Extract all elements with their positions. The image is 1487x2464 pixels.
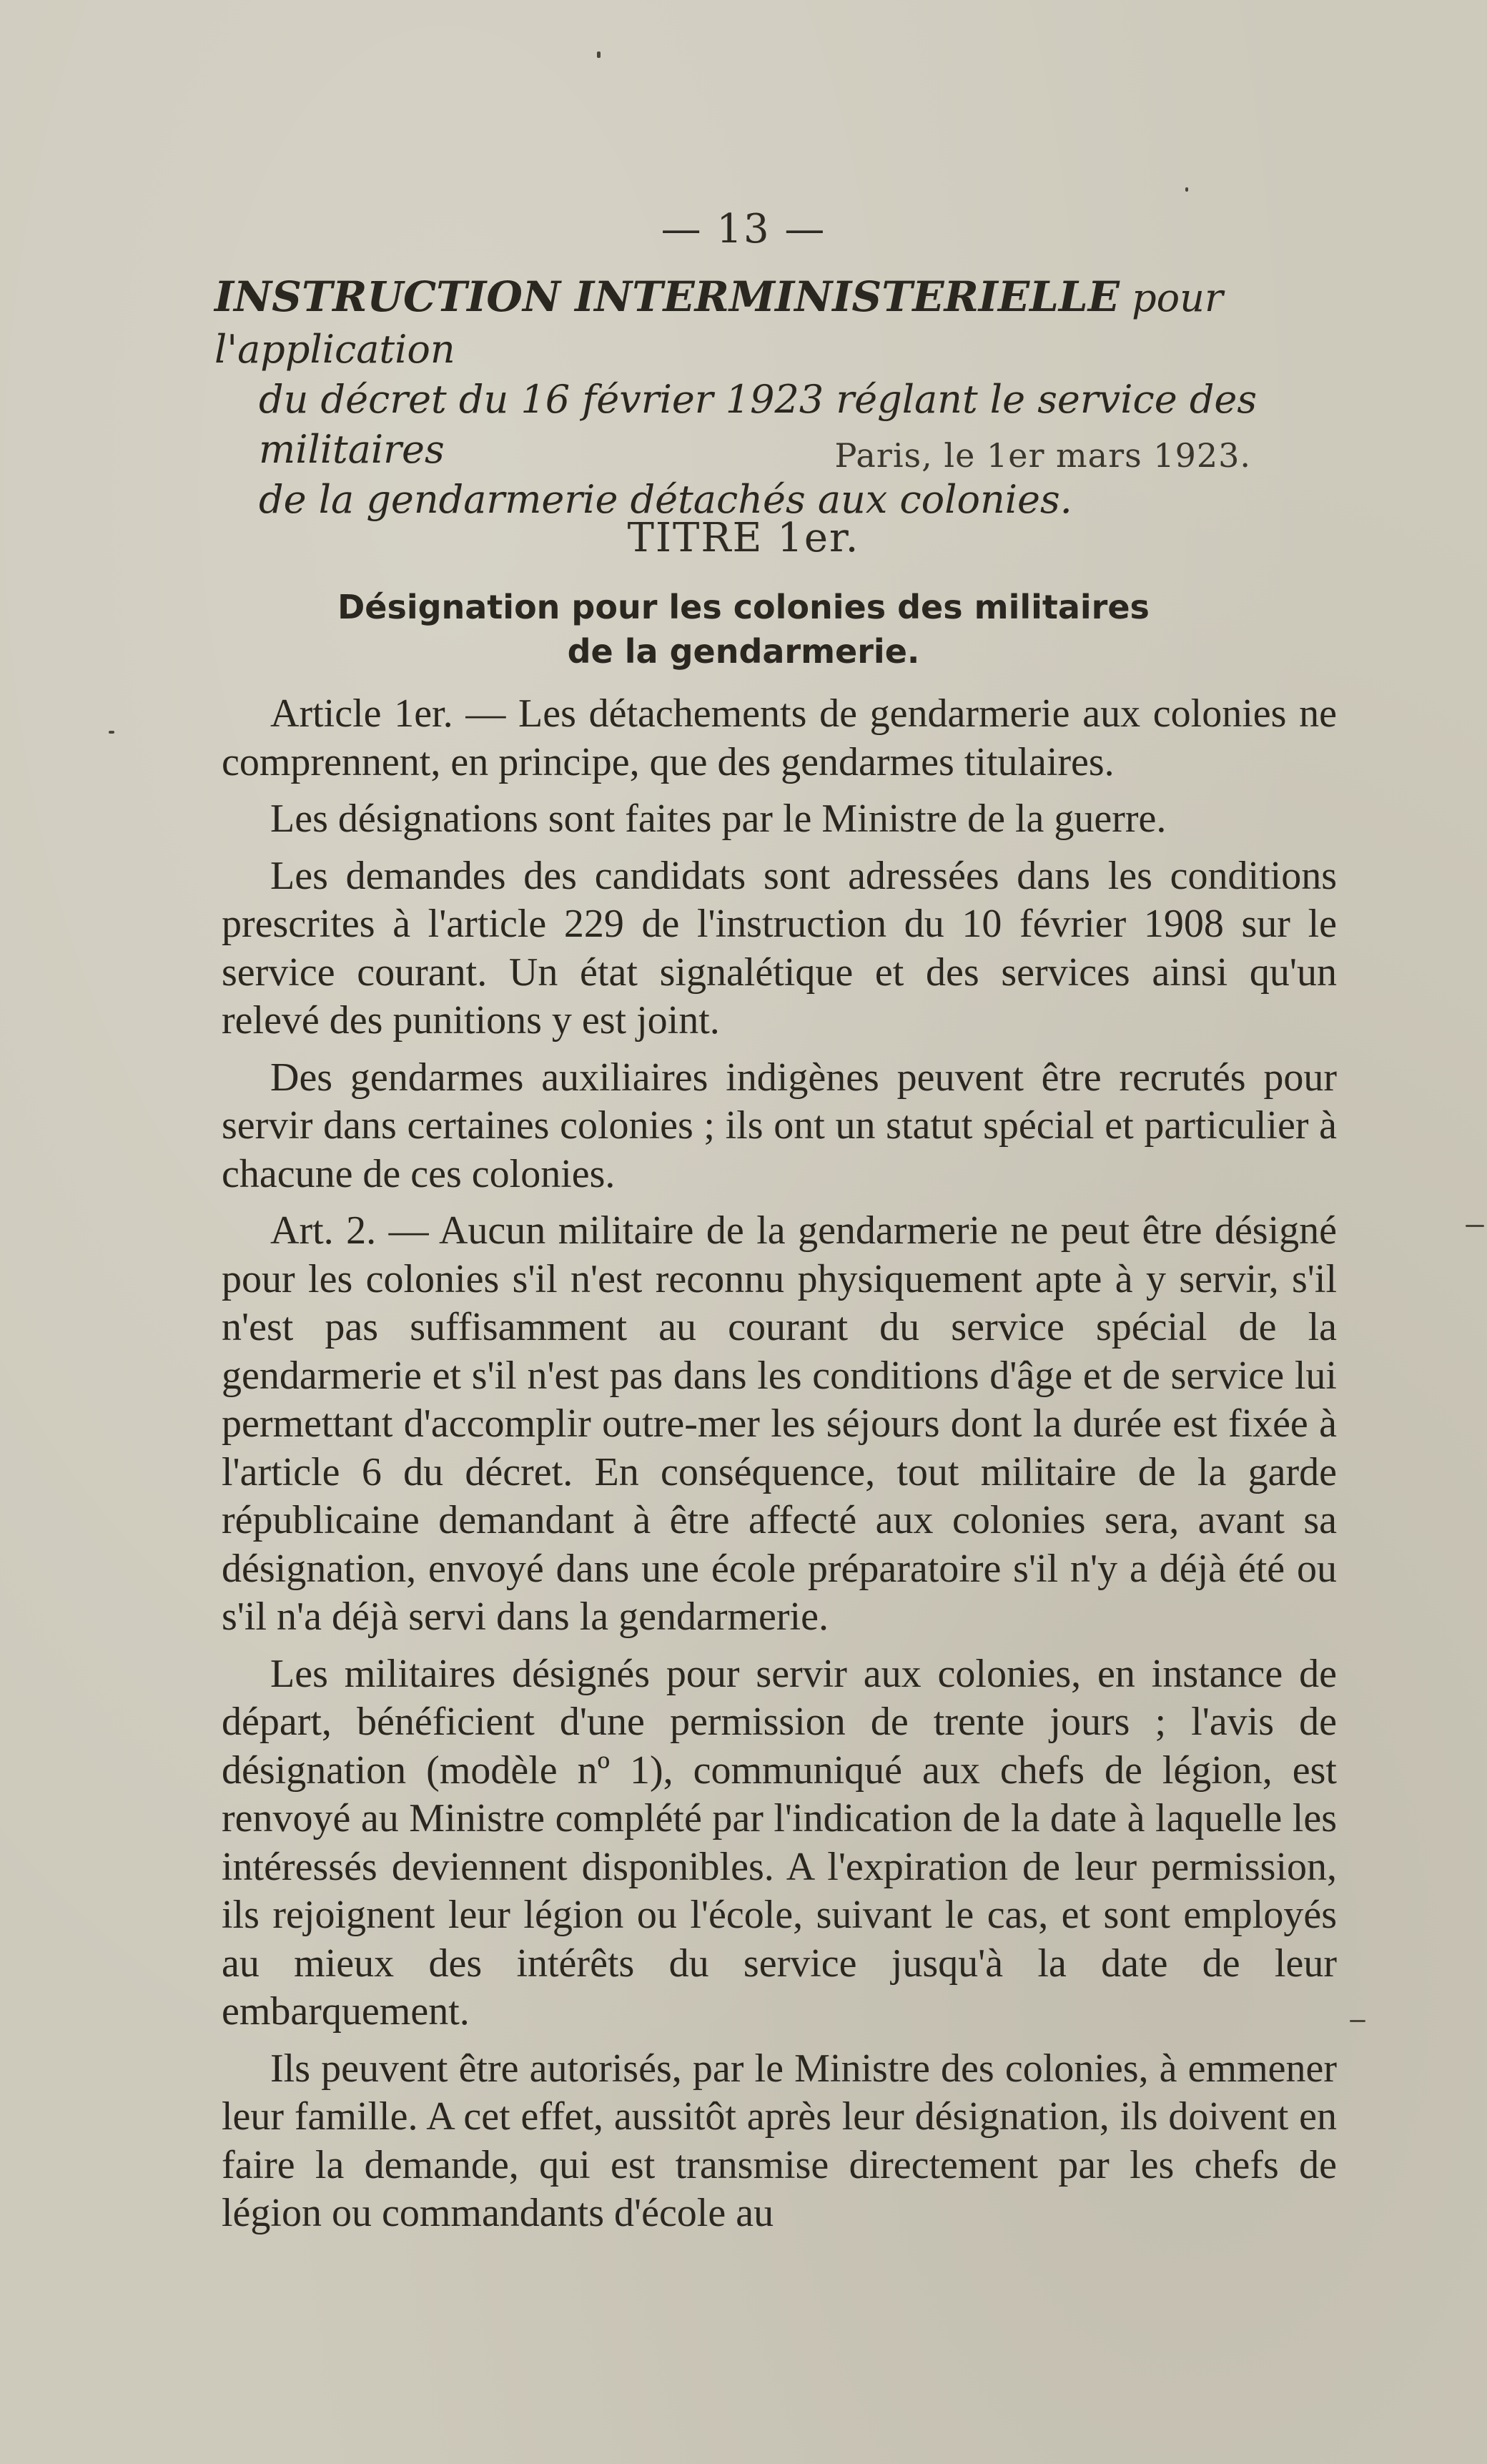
heading-bold-title: INSTRUCTION INTERMINISTERIELLE <box>214 272 1120 321</box>
paragraph: Art. 2. — Aucun militaire de la gendarmerie ne peut être désigné pour les colonies s'il n'est reconnu physiquement apte à y servir, s'il n'est pas suffisamment au courant du service spécial de la gendarmerie et s'il n'est pas dans les conditions d'âge et de service lui permettant d'accomplir outre-mer les séjours dont la durée est fixée à l'article 6 du décret. En conséquence, tout militaire de la garde républicaine demandant à être affecté aux colonies sera, avant sa désignation, envoyé dans une école préparatoire s'il n'y a déjà été ou s'il n'a déjà servi dans la gendarmerie. <box>222 1208 1337 1639</box>
heading-line-2: du décret du 16 février 1923 réglant le service des militaires <box>259 377 1258 472</box>
section-title: TITRE 1er. <box>627 515 860 561</box>
paper-speck <box>109 731 114 734</box>
paper-speck <box>1350 2020 1365 2022</box>
paragraph: Des gendarmes auxiliaires indigènes peuvent être recrutés pour servir dans certaines colonies ; ils ont un statut spécial et particulier à chacune de ces colonies. <box>222 1055 1337 1196</box>
section-subtitle <box>0 585 1487 674</box>
heading-line-3: de la gendarmerie détachés aux colonies. <box>259 477 1072 522</box>
paper-speck <box>1466 1225 1484 1227</box>
paragraph: Les désignations sont faites par le Ministre de la guerre. <box>270 797 1167 841</box>
heading-line-1-rest: pour l'application <box>214 275 1223 372</box>
heading-line-1 <box>214 272 1344 375</box>
document-body <box>222 690 1337 2247</box>
paragraph: Ils peuvent être autorisés, par le Ministre des colonies, à emmener leur famille. A cet effet, aussitôt après leur désignation, ils doivent en faire la demande, qui est transmise directement par les chefs de légion ou commandants d'école au <box>222 2046 1337 2235</box>
paragraph: Article 1er. — Les détachements de gendarmerie aux colonies ne comprennent, en principe, que des gendarmes titulaires. <box>222 691 1337 784</box>
paragraph: Les demandes des candidats sont adressées dans les conditions prescrites à l'article 229 de l'instruction du 10 février 1908 sur le service courant. Un état signalétique et des services ainsi qu'un relevé des punitions y est joint. <box>222 853 1337 1043</box>
dateline: Paris, le 1er mars 1923. <box>834 436 1251 475</box>
paragraph: Les militaires désignés pour servir aux colonies, en instance de départ, bénéficient d'une permission de trente jours ; l'avis de désignation (modèle nº 1), communiqué aux chefs de légion, est renvoyé au Ministre complété par l'indication de la date à laquelle les intéressés deviennent disponibles. A l'expiration de leur permission, ils rejoignent leur légion ou l'école, suivant le cas, et sont employés au mieux des intérêts du service jusqu'à la date de leur embarquement. <box>222 1651 1337 2034</box>
page-number: — 13 — <box>661 206 826 252</box>
paper-speck <box>1185 187 1188 192</box>
subtitle-line-1: Désignation pour les colonies des militaires <box>337 588 1150 626</box>
document-heading <box>214 272 1344 525</box>
subtitle-line-2: de la gendarmerie. <box>567 632 920 671</box>
paper-speck <box>597 51 601 58</box>
